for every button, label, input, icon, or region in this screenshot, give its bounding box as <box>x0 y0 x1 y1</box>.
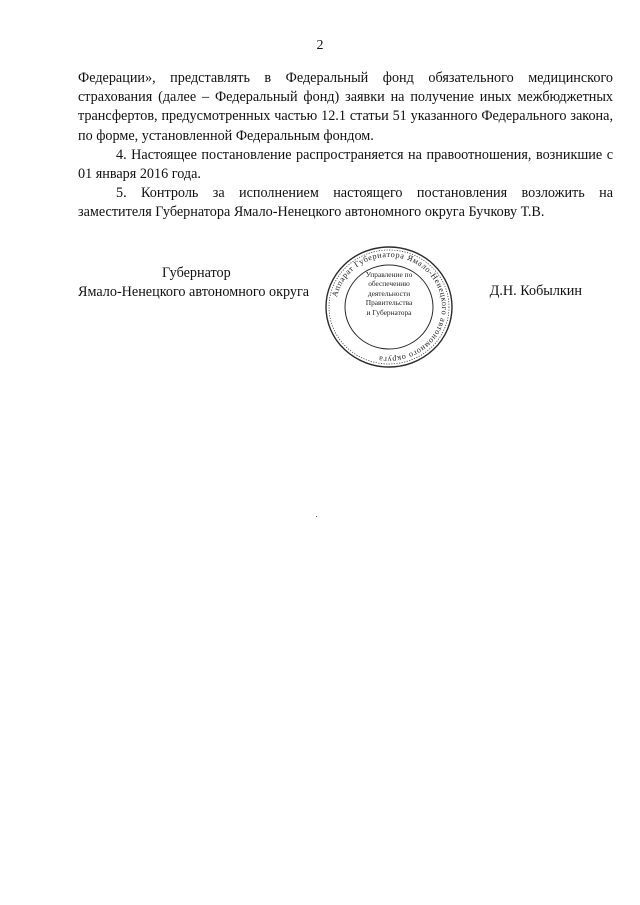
paragraph-item-5: 5. Контроль за исполнением настоящего постановления возложить на заместителя Губернатора Ямало-Ненецкого автономного округа Бучкову Т.В. <box>78 185 613 221</box>
seal-inner-line: Правительства <box>365 298 413 308</box>
seal-inner-line: Управление по <box>365 270 413 279</box>
seal-ring-text: Аппарат Губернатора Ямало-Ненецкого автономного округа <box>330 249 450 365</box>
seal-inner-text <box>348 270 430 317</box>
seal-inner-line: и Губернатора <box>366 307 412 317</box>
seal-inner-line: обеспечению <box>368 279 410 289</box>
seal-inner-line: деятельности <box>367 288 411 298</box>
signatory-title-line1: Губернатор <box>162 265 231 281</box>
document-body <box>78 69 613 223</box>
signatory-name: Д.Н. Кобылкин <box>489 283 582 299</box>
paragraph-continuation: Федерации», представлять в Федеральный фонд обязательного медицинского страхования (далее – Федеральный фонд) заявки на получение иных межбюджетных трансфертов, предусмотренных частью 12.1 статьи 51 указанного Федерального закона, по форме, установленной Федеральным фондом. <box>78 70 613 144</box>
signatory-title-line2: Ямало-Ненецкого автономного округа <box>78 284 310 301</box>
page-number: 2 <box>316 38 324 53</box>
paragraph-item-4: 4. Настоящее постановление распространяется на правоотношения, возникшие с 01 января 2016 года. <box>78 146 613 183</box>
scan-speck <box>316 516 317 517</box>
signatory-title <box>78 264 328 302</box>
